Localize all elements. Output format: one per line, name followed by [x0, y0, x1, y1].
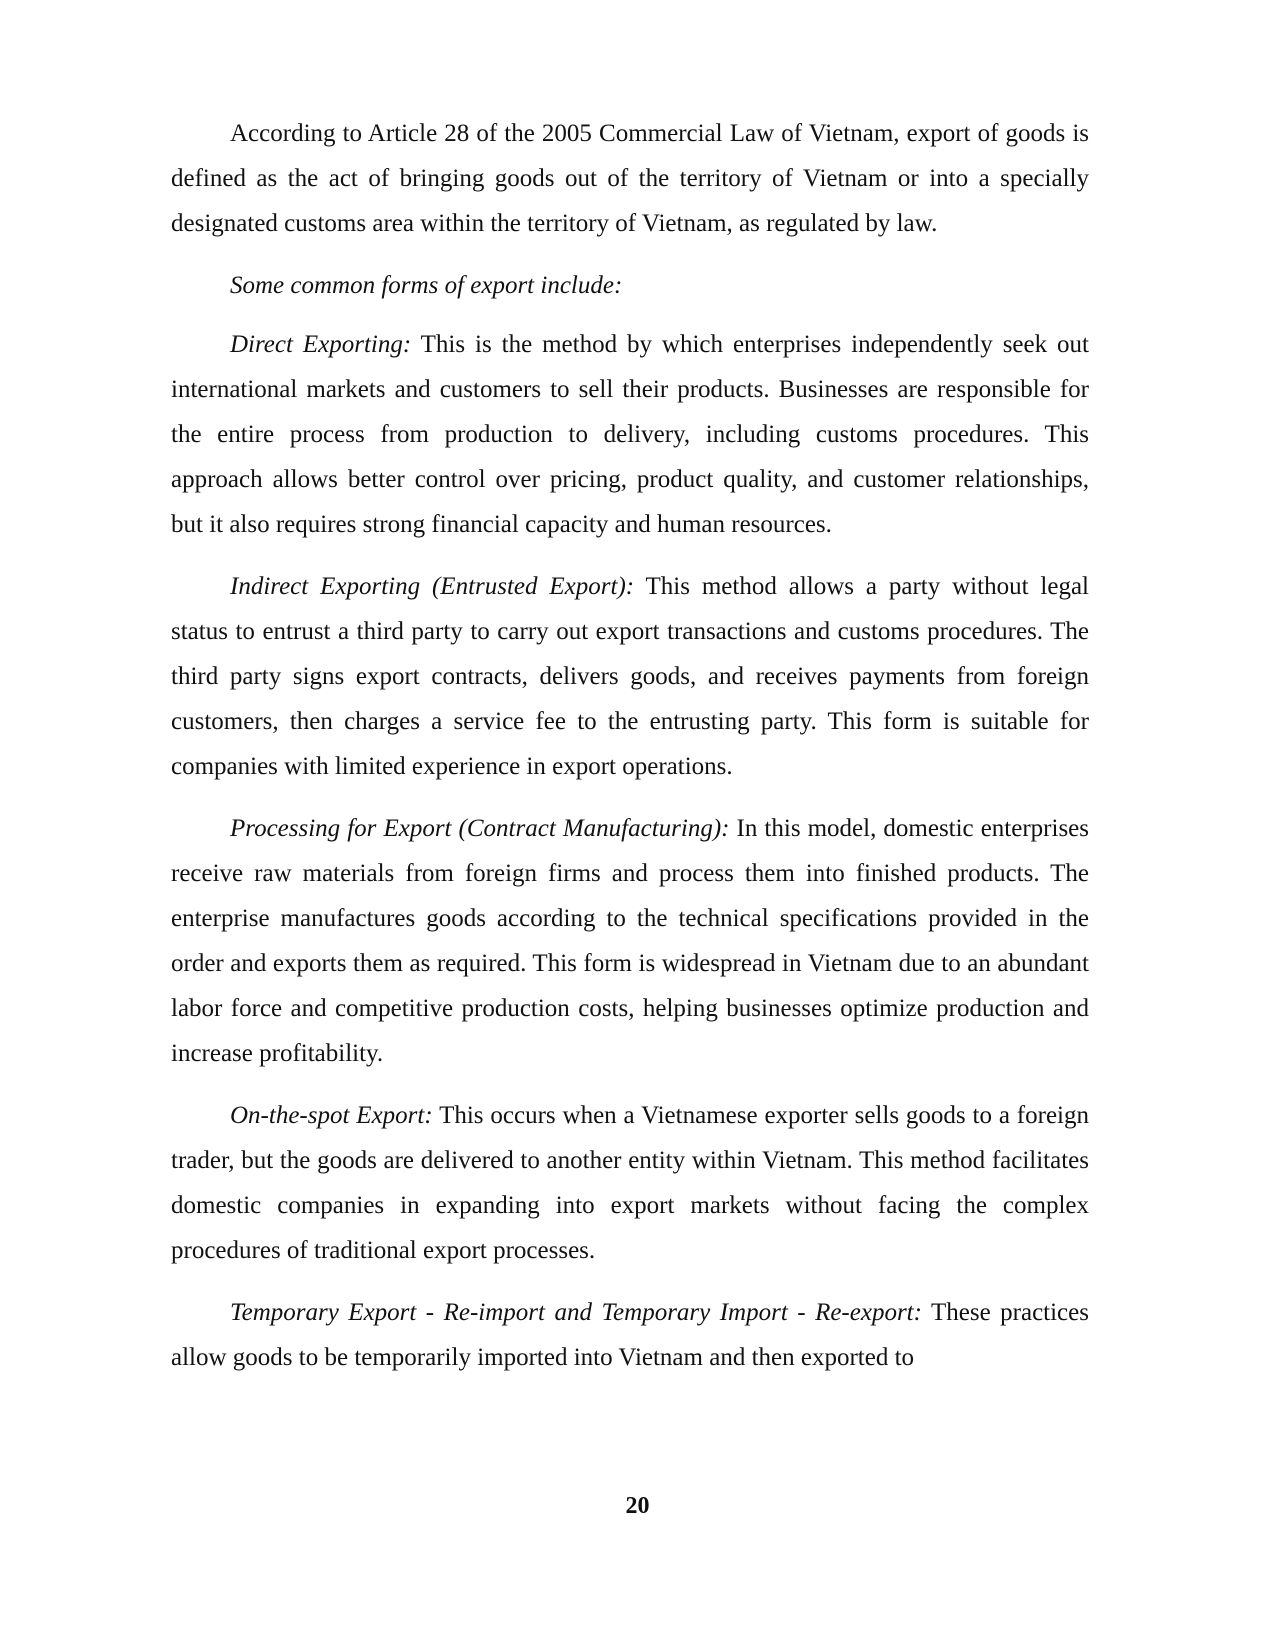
on-the-spot-export-term: On-the-spot Export: [230, 1102, 433, 1129]
paragraph-on-the-spot-export [171, 1093, 1089, 1273]
paragraph-temporary-export [171, 1290, 1089, 1380]
definition-text: According to Article 28 of the 2005 Commercial Law of Vietnam, export of goods is defined as the act of bringing goods out of the territory of Vietnam or into a specially designated customs area within the territory of Vietnam, as regulated by law. [171, 120, 1089, 237]
paragraph-definition [171, 111, 1089, 246]
paragraph-forms-intro [171, 263, 1089, 308]
paragraph-processing-for-export [171, 806, 1089, 1076]
indirect-exporting-term: Indirect Exporting (Entrusted Export): [230, 573, 635, 600]
paragraph-direct-exporting [171, 322, 1089, 547]
temporary-export-term: Temporary Export - Re-import and Temporary Import - Re-export: [230, 1299, 922, 1326]
temporary-export-text: These practices allow goods to be temporarily imported into Vietnam and then exported to [171, 1299, 1089, 1371]
processing-for-export-term: Processing for Export (Contract Manufacturing): [230, 815, 730, 842]
forms-intro-text: Some common forms of export include: [230, 272, 623, 299]
processing-for-export-text: In this model, domestic enterprises receive raw materials from foreign firms and process them into finished products. The enterprise manufactures goods according to the technical specifications provided in the order and exports them as required. This form is widespread in Vietnam due to an abundant labor force and competitive production costs, helping businesses optimize production and increase profitability. [171, 815, 1090, 1067]
on-the-spot-export-text: This occurs when a Vietnamese exporter sells goods to a foreign trader, but the goods are delivered to another entity within Vietnam. This method facilitates domestic companies in expanding into export markets without facing the complex procedures of traditional export processes. [171, 1102, 1089, 1264]
direct-exporting-term: Direct Exporting: [230, 331, 412, 358]
page-number: 20 [625, 1493, 650, 1519]
indirect-exporting-text: This method allows a party without legal status to entrust a third party to carry out export transactions and customs procedures. The third party signs export contracts, delivers goods, and receives payments from foreign customers, then charges a service fee to the entrusting party. This form is suitable for companies with limited experience in export operations. [171, 573, 1089, 780]
direct-exporting-text: This is the method by which enterprises independently seek out international markets and customers to sell their products. Businesses are responsible for the entire process from production to delivery, including customs procedures. This approach allows better control over pricing, product quality, and customer relationships, but it also requires strong financial capacity and human resources. [171, 331, 1089, 538]
body-text [171, 111, 1089, 1397]
paragraph-indirect-exporting [171, 564, 1089, 789]
